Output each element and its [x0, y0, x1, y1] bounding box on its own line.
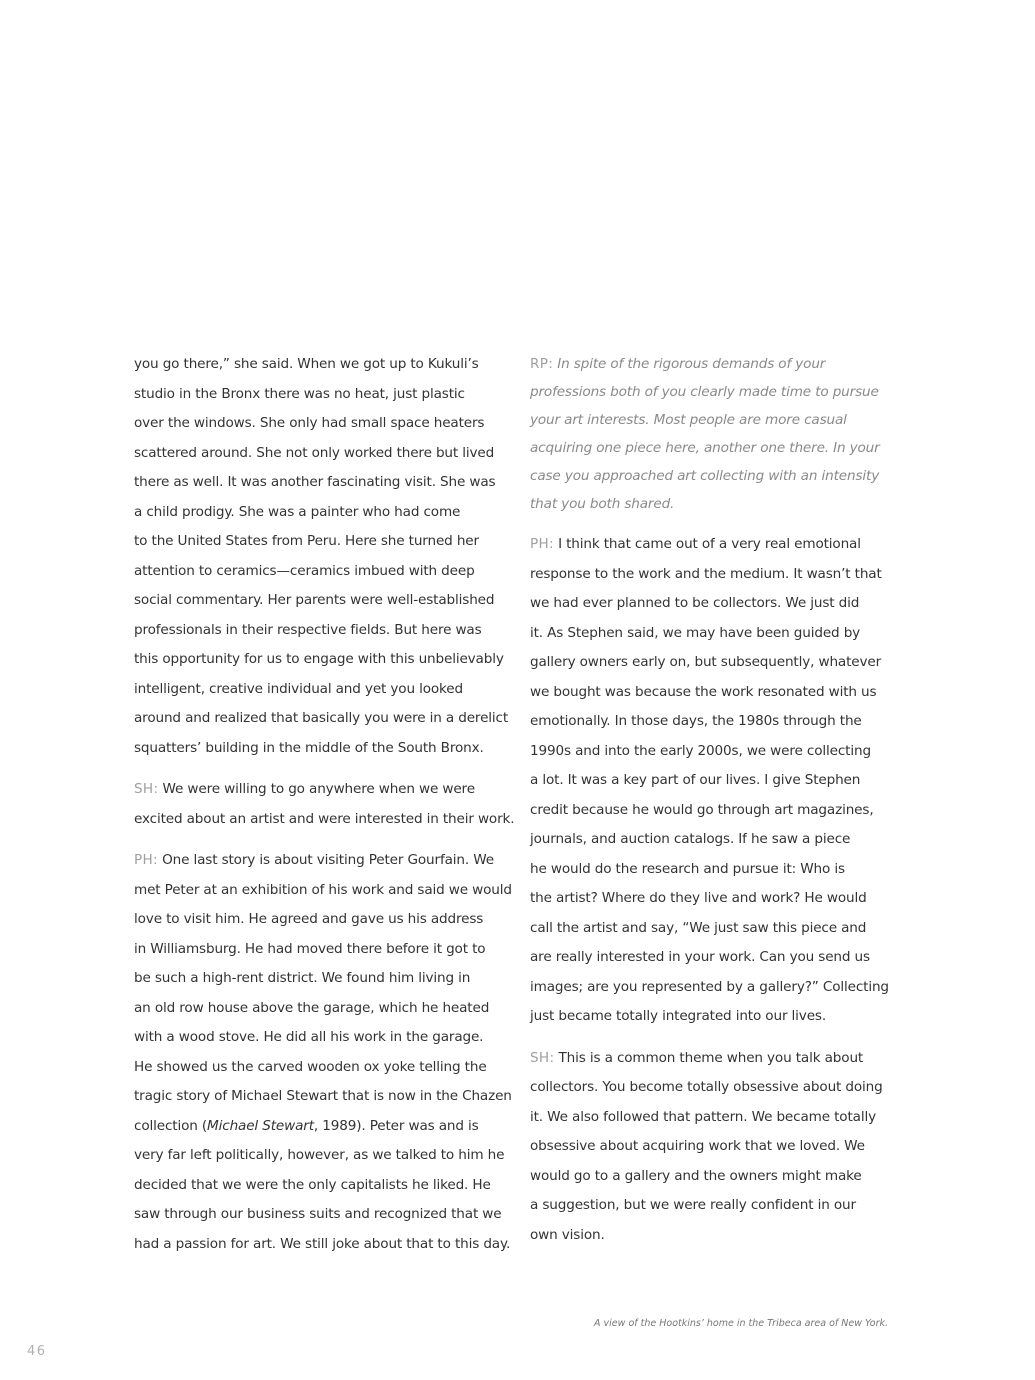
text-line: are really interested in your work. Can you send us — [530, 949, 870, 965]
text-line: you go there,” she said. When we got up to Kukuli’s — [134, 356, 479, 372]
text-line: attention to ceramics—ceramics imbued with deep — [134, 562, 475, 579]
artwork-title: Michael Stewart — [207, 1117, 314, 1134]
text-line: this opportunity for us to engage with this unbelievably — [134, 651, 504, 667]
text-line: an old row house above the garage, which he heated — [134, 999, 490, 1016]
paragraph-sh-obsessive — [530, 1044, 883, 1251]
text-line: images; are you represented by a gallery?” Collecting — [530, 978, 889, 995]
text-line: that you both shared. — [530, 496, 675, 512]
right-column — [530, 350, 889, 1262]
text-line: we bought was because the work resonated with us — [530, 683, 877, 700]
text-line: collectors. You become totally obsessive about doing — [530, 1079, 883, 1095]
text-line: journals, and auction catalogs. If he saw a piece — [530, 831, 851, 847]
speaker-initials: PH: — [530, 536, 554, 552]
text-segment: This is a common theme when you talk about — [554, 1049, 864, 1066]
text-line: squatters’ building in the middle of the South Bronx. — [134, 739, 484, 756]
text-line: met Peter at an exhibition of his work and said we would — [134, 881, 512, 898]
text-segment: One last story is about visiting Peter Gourfain. We — [157, 852, 494, 868]
text-segment: We were willing to go anywhere when we were — [158, 781, 475, 797]
text-line: your art interests. Most people are more casual — [530, 412, 847, 428]
text-line: we had ever planned to be collectors. We just did — [530, 595, 860, 611]
text-line: response to the work and the medium. It wasn’t that — [530, 565, 882, 582]
text-line: excited about an artist and were interested in their work. — [134, 810, 515, 827]
text-line: to the United States from Peru. Here she turned her — [134, 533, 479, 549]
paragraph-ph-gourfain — [134, 846, 512, 1259]
text-line: studio in the Bronx there was no heat, just plastic — [134, 385, 465, 402]
text-line: professions both of you clearly made time to pursue — [530, 384, 879, 400]
text-line: it. As Stephen said, we may have been guided by — [530, 624, 861, 641]
text-line: with a wood stove. He did all his work in the garage. — [134, 1029, 484, 1045]
text-segment: , 1989). Peter was and is — [313, 1117, 479, 1134]
question-paragraph — [530, 350, 880, 518]
text-line: it. We also followed that pattern. We became totally — [530, 1108, 876, 1125]
text-line: obsessive about acquiring work that we loved. We — [530, 1138, 865, 1154]
text-line: he would do the research and pursue it: Who is — [530, 860, 845, 877]
text-line: case you approached art collecting with an intensity — [530, 468, 880, 484]
text-line: gallery owners early on, but subsequently, whatever — [530, 654, 882, 670]
text-line — [134, 1112, 489, 1142]
text-line: call the artist and say, “We just saw this piece and — [530, 919, 867, 936]
image-caption: A view of the Hootkins’ home in the Tribeca area of New York. — [594, 1318, 888, 1329]
text-line: just became totally integrated into our lives. — [530, 1008, 827, 1024]
paragraph-ph-emotional — [530, 530, 889, 1032]
text-segment: collection ( — [134, 1117, 208, 1134]
text-line: credit because he would go through art magazines, — [530, 801, 874, 818]
text-line: scattered around. She not only worked there but lived — [134, 444, 495, 461]
text-line: there as well. It was another fascinating visit. She was — [134, 474, 496, 490]
text-segment: I think that came out of a very real emotional — [553, 536, 861, 552]
text-line: had a passion for art. We still joke about that to this day. — [134, 1235, 511, 1252]
speaker-initials: SH: — [530, 1049, 555, 1066]
text-line — [134, 846, 494, 876]
text-line: saw through our business suits and recognized that we — [134, 1206, 502, 1222]
text-line — [134, 775, 489, 805]
text-line: own vision. — [530, 1226, 605, 1243]
text-line: would go to a gallery and the owners might make — [530, 1167, 862, 1184]
text-line: social commentary. Her parents were well-established — [134, 592, 495, 608]
text-line: decided that we were the only capitalists he liked. He — [134, 1176, 491, 1193]
page-number: 46 — [27, 1344, 47, 1359]
text-line: acquiring one piece here, another one there. In your — [530, 440, 880, 456]
text-line: a child prodigy. She was a painter who had come — [134, 503, 461, 520]
text-line: around and realized that basically you were in a derelict — [134, 710, 509, 726]
paragraph-kukuli — [134, 350, 509, 763]
text-line: over the windows. She only had small space heaters — [134, 415, 485, 431]
text-line: very far left politically, however, as we talked to him he — [134, 1147, 505, 1163]
text-line: love to visit him. He agreed and gave us his address — [134, 911, 484, 927]
text-line: the artist? Where do they live and work? He would — [530, 890, 867, 906]
left-column — [134, 350, 515, 1271]
text-line — [530, 350, 875, 378]
speaker-initials: PH: — [134, 852, 158, 868]
text-line: in Williamsburg. He had moved there before it got to — [134, 940, 486, 957]
text-line: a suggestion, but we were really confident in our — [530, 1197, 856, 1213]
speaker-initials: RP: — [530, 356, 554, 372]
text-line: be such a high-rent district. We found him living in — [134, 970, 471, 986]
text-line: a lot. It was a key part of our lives. I give Stephen — [530, 772, 861, 788]
paragraph-sh-anywhere — [134, 775, 515, 834]
text-line: He showed us the carved wooden ox yoke telling the — [134, 1058, 487, 1075]
text-line: intelligent, creative individual and yet you looked — [134, 680, 463, 697]
text-segment: In spite of the rigorous demands of your — [553, 356, 826, 372]
text-line: emotionally. In those days, the 1980s through the — [530, 713, 862, 729]
text-line: professionals in their respective fields. But here was — [134, 621, 482, 638]
text-line: tragic story of Michael Stewart that is now in the Chazen — [134, 1088, 512, 1104]
speaker-initials: SH: — [134, 781, 159, 797]
text-line — [530, 1044, 875, 1074]
text-line — [530, 530, 875, 560]
text-line: 1990s and into the early 2000s, we were collecting — [530, 742, 871, 759]
